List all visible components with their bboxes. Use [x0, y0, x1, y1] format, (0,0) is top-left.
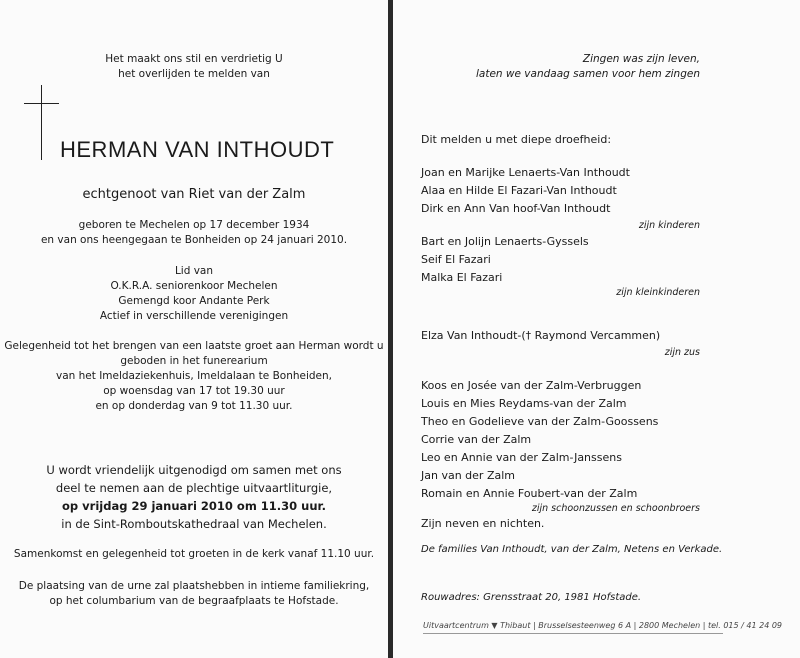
quote-line-2: laten we vandaag samen voor hem zingen: [476, 68, 700, 80]
undertaker-footer: Uitvaartcentrum ▼ Thibaut | Brusselsesteenweg 6 A | 2800 Mechelen | tel. 015 / 41 24 09: [423, 621, 783, 630]
visitation-line: Gelegenheid tot het brengen van een laatste groet aan Herman wordt u: [4, 340, 384, 352]
footer-divider: [423, 633, 723, 634]
address-line: Rouwadres: Grensstraat 20, 1981 Hofstade.: [421, 592, 642, 603]
cross-icon: [41, 85, 42, 160]
left-page: [0, 0, 388, 658]
inlaw-entry: Corrie van der Zalm: [421, 433, 532, 446]
cross-icon-bar: [24, 103, 59, 104]
child-entry: Joan en Marijke Lenaerts-Van Inthoudt: [421, 166, 630, 179]
urn-line: De plaatsing van de urne zal plaatshebben in intieme familiekring,: [18, 580, 370, 592]
announcement: Dit melden u met diepe droefheid:: [421, 133, 612, 146]
membership-item: Actief in verschillende verenigingen: [99, 310, 289, 322]
children-label: zijn kinderen: [638, 220, 700, 231]
grandchild-entry: Malka El Fazari: [421, 271, 503, 284]
nephews-line: Zijn neven en nichten.: [421, 517, 545, 530]
grandchild-entry: Bart en Jolijn Lenaerts-Gyssels: [421, 235, 589, 248]
sister-label: zijn zus: [664, 347, 700, 358]
inlaws-label: zijn schoonzussen en schoonbroers: [531, 503, 700, 514]
invitation-line: in de Sint-Romboutskathedraal van Mechelen.: [61, 517, 327, 531]
grandchildren-label: zijn kleinkinderen: [616, 287, 700, 298]
membership-item: O.K.R.A. seniorenkoor Mechelen: [110, 280, 278, 292]
grandchild-entry: Seif El Fazari: [421, 253, 491, 266]
visitation-line: van het Imeldaziekenhuis, Imeldalaan te Bonheiden,: [55, 370, 333, 382]
inlaw-entry: Theo en Godelieve van der Zalm-Goossens: [421, 415, 659, 428]
membership-heading: Lid van: [174, 265, 214, 277]
intro-line-1: Het maakt ons stil en verdrietig U: [105, 53, 283, 65]
families-line: De families Van Inthoudt, van der Zalm, Netens en Verkade.: [421, 544, 723, 555]
inlaw-entry: Leo en Annie van der Zalm-Janssens: [421, 451, 622, 464]
gathering-line: Samenkomst en gelegenheid tot groeten in de kerk vanaf 11.10 uur.: [13, 548, 375, 560]
inlaw-entry: Jan van der Zalm: [421, 469, 515, 482]
membership-item: Gemengd koor Andante Perk: [118, 295, 270, 307]
visitation-line: geboden in het funerearium: [120, 355, 268, 367]
funeral-date: op vrijdag 29 januari 2010 om 11.30 uur.: [62, 499, 326, 513]
invitation-line: deel te nemen aan de plechtige uitvaartliturgie,: [55, 481, 333, 495]
child-entry: Dirk en Ann Van hoof-Van Inthoudt: [421, 202, 611, 215]
visitation-line: en op donderdag van 9 tot 11.30 uur.: [95, 400, 293, 412]
quote-line-1: Zingen was zijn leven,: [582, 53, 700, 65]
sister-entry: Elza Van Inthoudt-(† Raymond Vercammen): [421, 329, 661, 342]
inlaw-entry: Koos en Josée van der Zalm-Verbruggen: [421, 379, 642, 392]
visitation-line: op woensdag van 17 tot 19.30 uur: [103, 385, 285, 397]
death-line: en van ons heengegaan te Bonheiden op 24 januari 2010.: [40, 234, 348, 246]
right-page: [393, 0, 800, 658]
inlaw-entry: Louis en Mies Reydams-van der Zalm: [421, 397, 627, 410]
urn-line: op het columbarium van de begraafplaats te Hofstade.: [49, 595, 339, 607]
invitation-line: U wordt vriendelijk uitgenodigd om samen met ons: [46, 463, 342, 477]
birth-line: geboren te Mechelen op 17 december 1934: [78, 219, 310, 231]
child-entry: Alaa en Hilde El Fazari-Van Inthoudt: [421, 184, 617, 197]
intro-line-2: het overlijden te melden van: [118, 68, 270, 80]
inlaw-entry: Romain en Annie Foubert-van der Zalm: [421, 487, 638, 500]
deceased-name: HERMAN VAN INTHOUDT: [60, 137, 335, 162]
spouse-line: echtgenoot van Riet van der Zalm: [82, 187, 306, 202]
